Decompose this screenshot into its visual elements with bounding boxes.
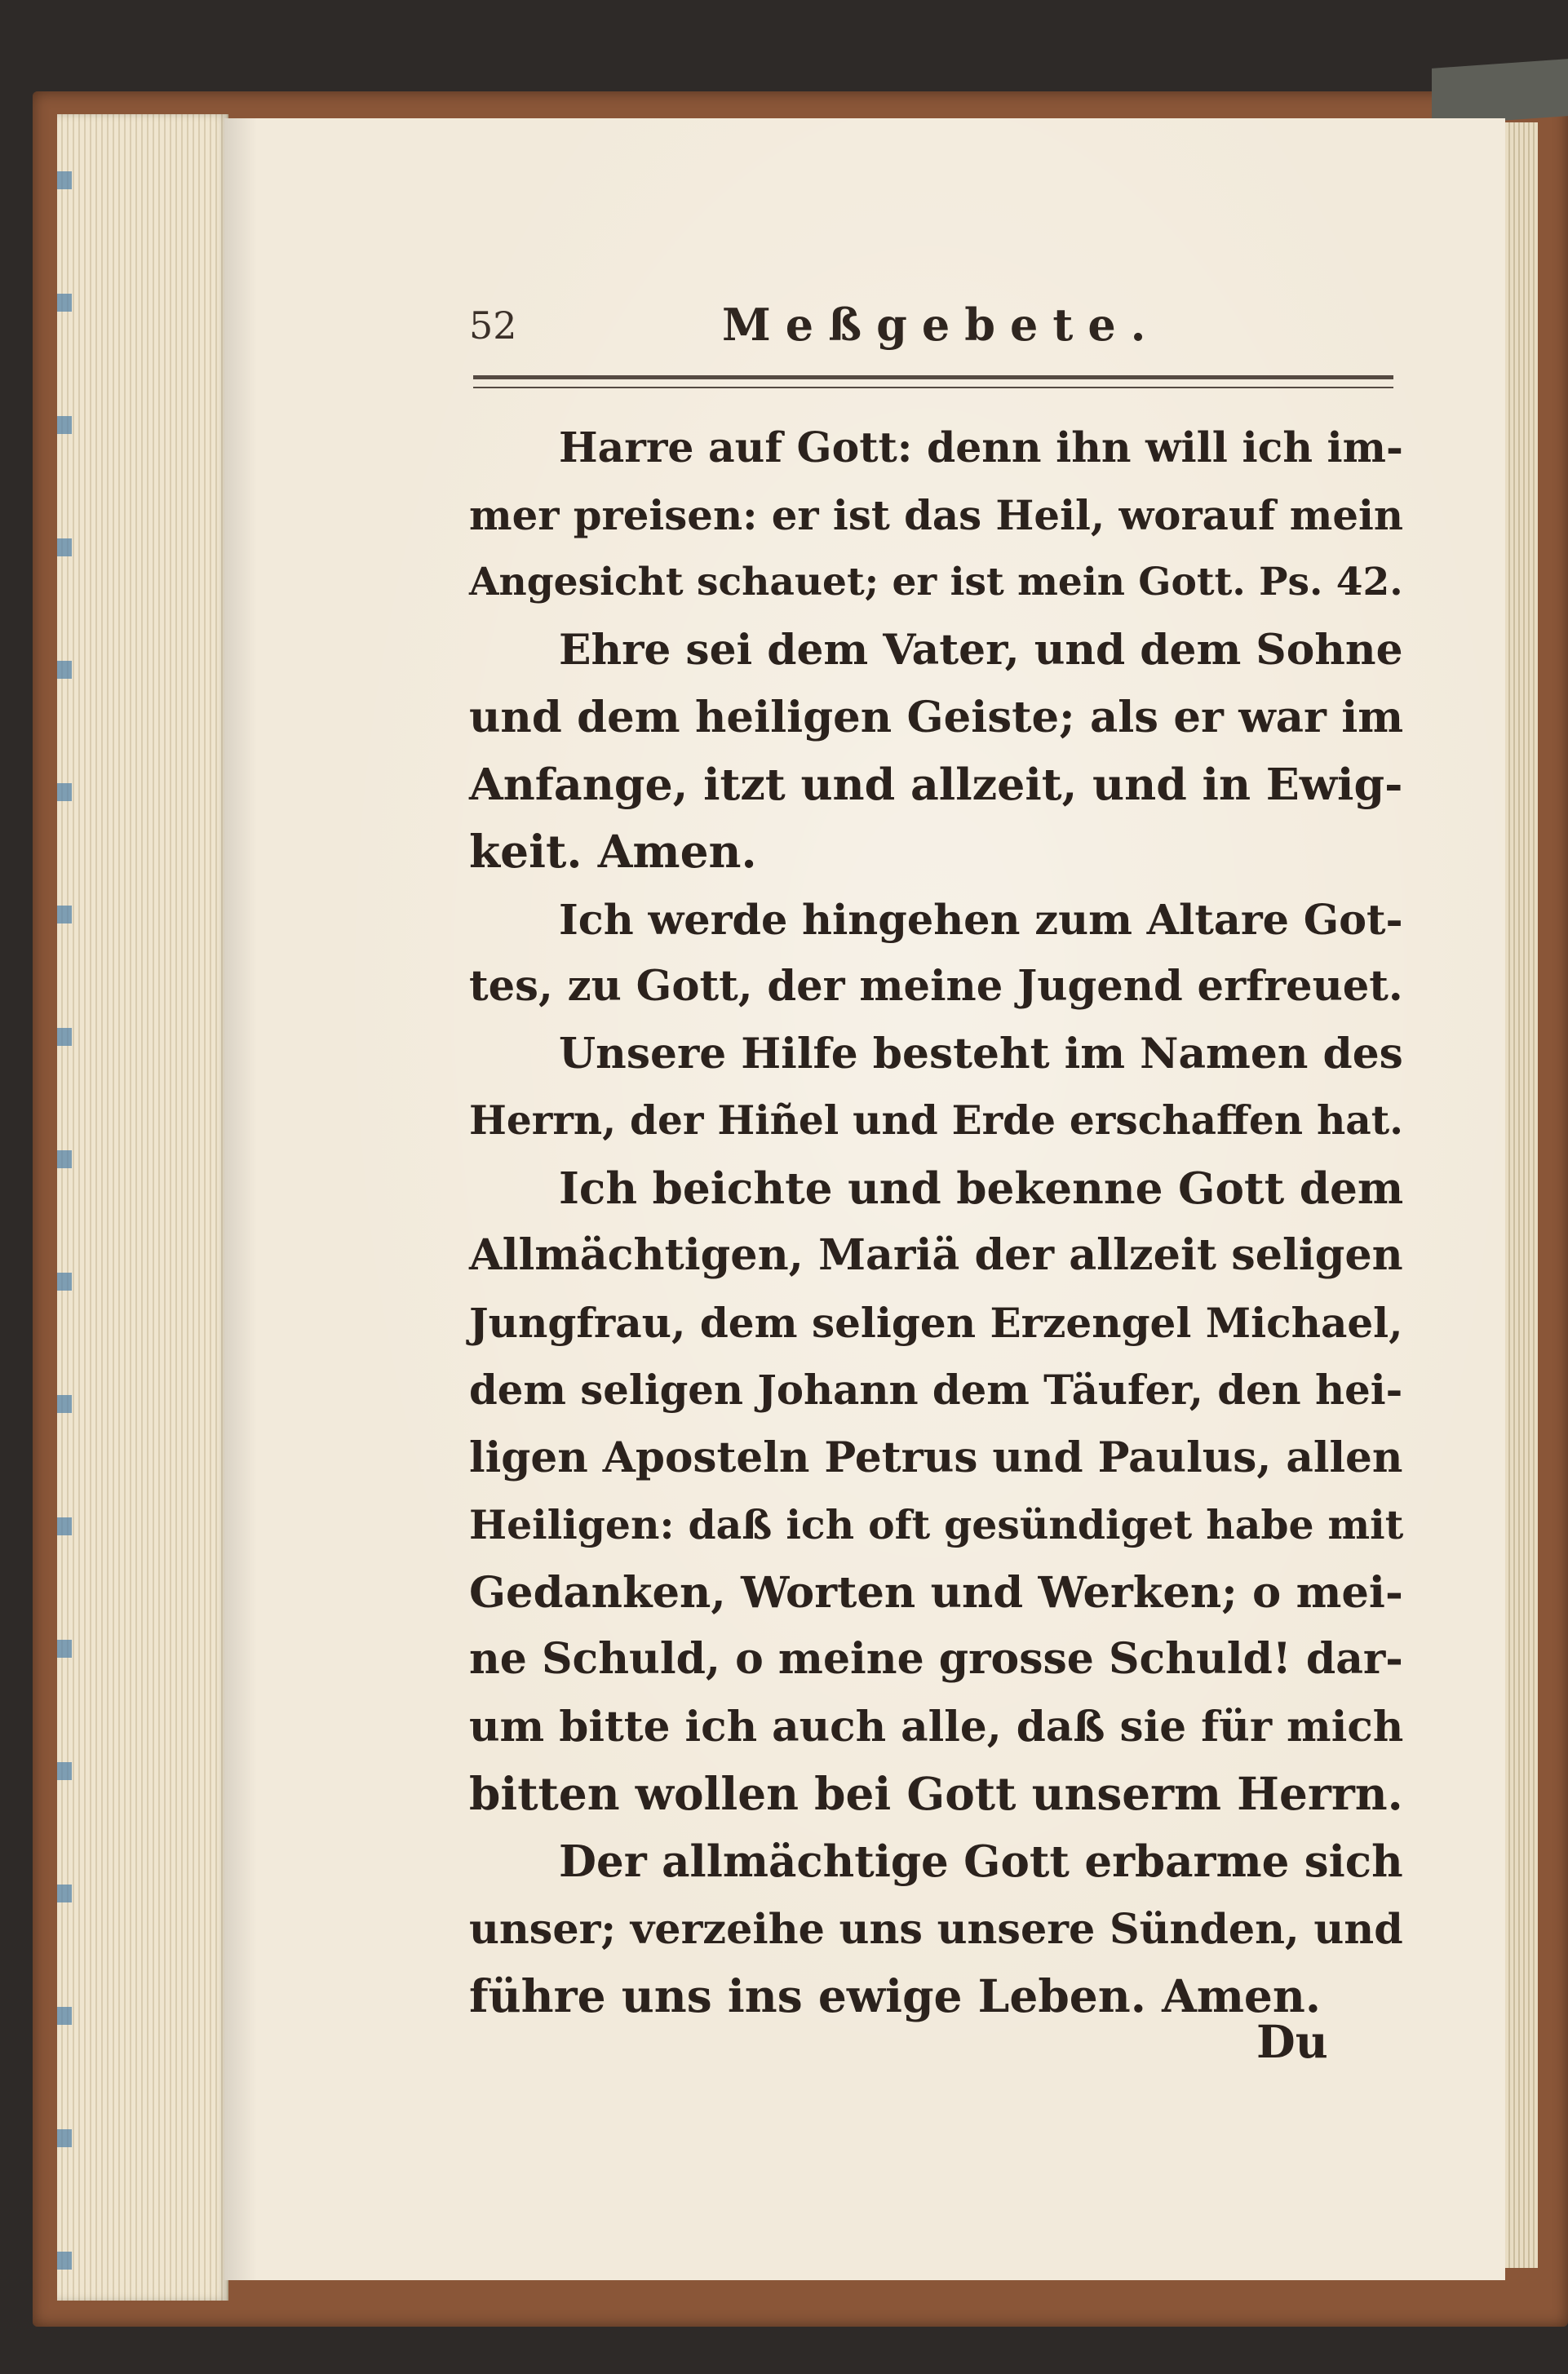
page-header	[469, 299, 1399, 361]
text-line: Gedanken, Worten und Werken; o mei-	[469, 1566, 1403, 1618]
header-rule	[473, 375, 1393, 388]
body-text	[469, 414, 1403, 2030]
text-line: Jungfrau, dem seligen Erzengel Michael,	[469, 1298, 1403, 1347]
text-line: Ehre sei dem Vater, und dem Sohne	[559, 624, 1403, 675]
text-line: unser; verzeihe uns unsere Sünden, und	[469, 1904, 1403, 1953]
text-line: Herrn, der Hiñel und Erde erschaffen hat.	[469, 1097, 1404, 1144]
text-line: dem seligen Johann dem Täufer, den hei-	[469, 1366, 1403, 1414]
text-line: tes, zu Gott, der meine Jugend erfreuet.	[469, 962, 1403, 1011]
text-line: Angesicht schauet; er ist mein Gott. Ps. 42.	[469, 560, 1403, 605]
text-line: Ich werde hingehen zum Altare Got-	[559, 894, 1403, 944]
text-line: um bitte ich auch alle, daß sie für mich	[469, 1701, 1404, 1752]
text-line: Ich beichte und bekenne Gott dem	[559, 1162, 1404, 1214]
running-title: Meßgebete.	[722, 299, 1161, 351]
text-line: ligen Aposteln Petrus und Paulus, allen	[469, 1432, 1403, 1482]
text-line: Harre auf Gott: denn ihn will ich im-	[559, 423, 1403, 472]
text-line: Allmächtigen, Mariä der allzeit seligen	[469, 1230, 1403, 1280]
page-edges-left	[57, 114, 228, 2301]
text-line: keit. Amen.	[469, 825, 757, 878]
text-line: Der allmächtige Gott erbarme sich	[559, 1835, 1403, 1887]
text-line: mer preisen: er ist das Heil, worauf mein	[469, 490, 1404, 539]
catchword: Du	[1256, 2015, 1328, 2068]
blue-edge-marks	[57, 114, 72, 2301]
text-line: ne Schuld, o meine grosse Schuld! dar-	[469, 1634, 1403, 1684]
text-line: bitten wollen bei Gott unserm Herrn.	[469, 1767, 1403, 1820]
text-line: führe uns ins ewige Leben. Amen.	[469, 1969, 1322, 2022]
cover-corner	[1432, 59, 1568, 126]
text-line: und dem heiligen Geiste; als er war im	[469, 692, 1404, 742]
page-edges-right	[1505, 122, 1538, 2268]
page-number: 52	[469, 303, 517, 348]
text-line: Anfange, itzt und allzeit, und in Ewig-	[469, 758, 1403, 810]
text-line: Unsere Hilfe besteht im Namen des	[559, 1028, 1403, 1078]
text-line: Heiligen: daß ich oft gesündiget habe mit	[469, 1501, 1404, 1548]
